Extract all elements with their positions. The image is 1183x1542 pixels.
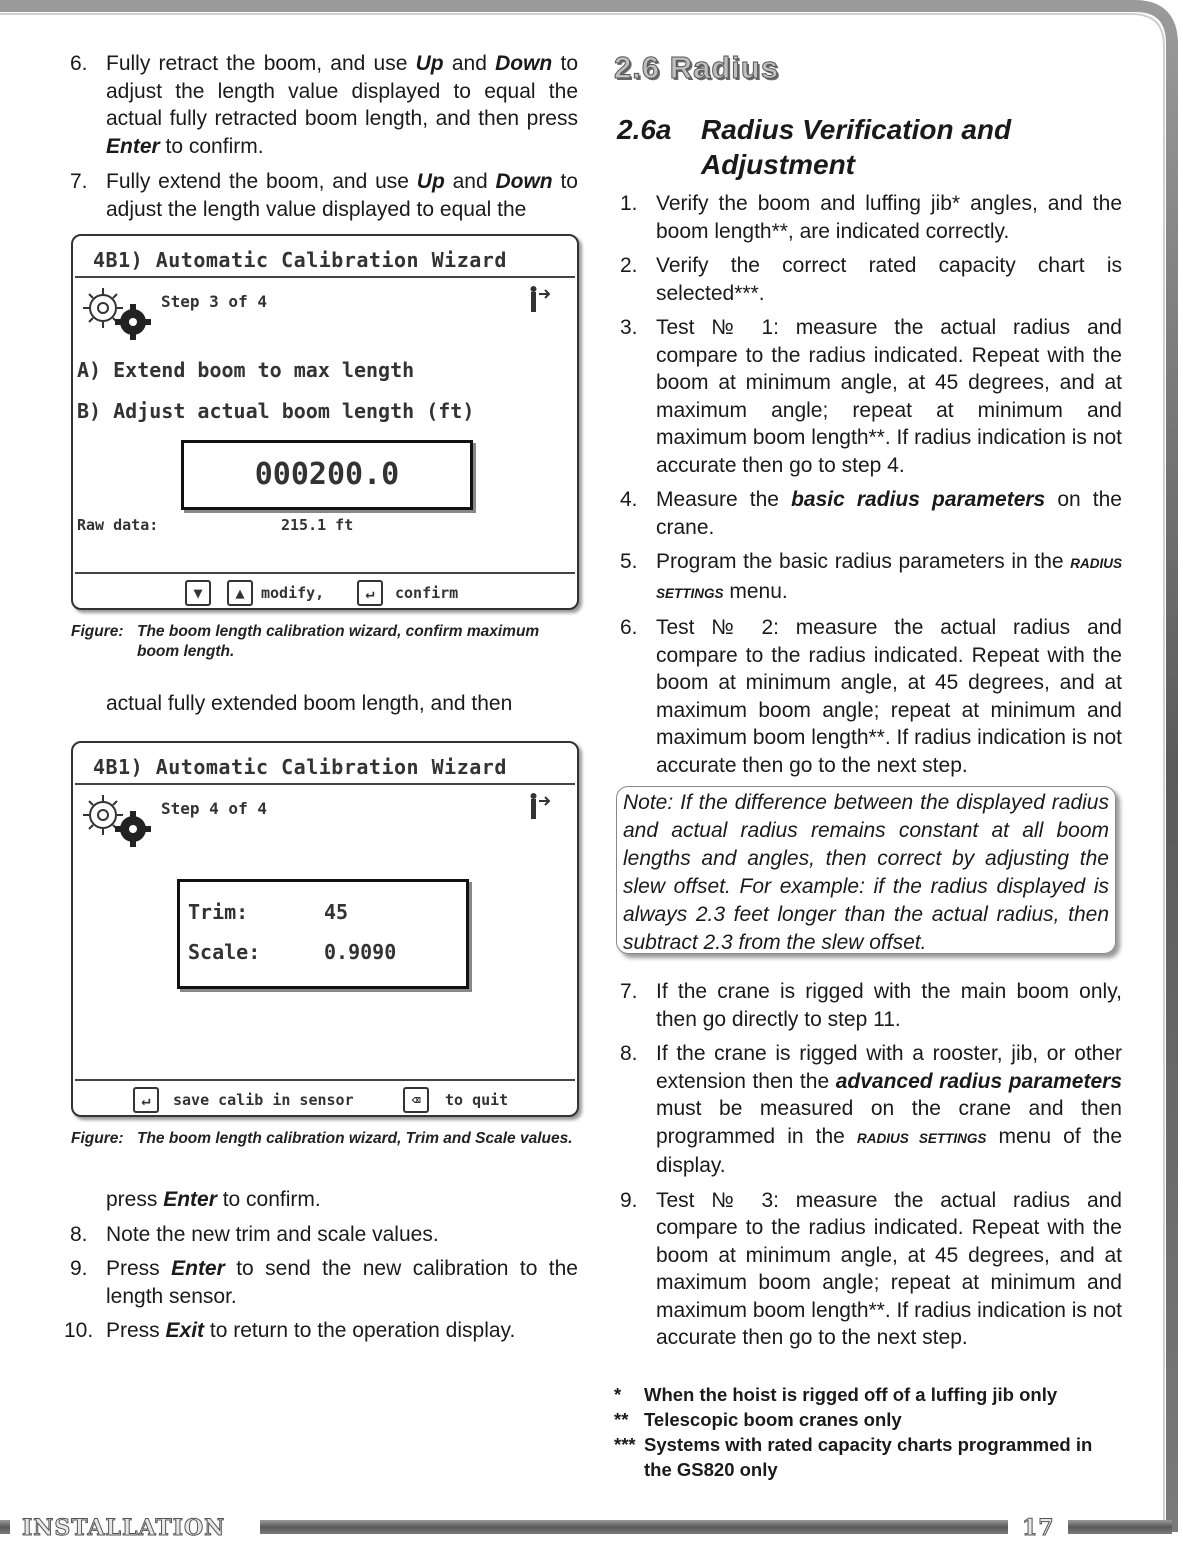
trim-label: Trim:	[188, 900, 249, 924]
delete-key-icon: ⌫	[403, 1087, 429, 1113]
step-indicator: Step 4 of 4	[161, 799, 267, 818]
section-heading: 2.6 Radius	[614, 50, 780, 85]
note-box: Note: If the difference between the displayed radius and actual radius remains constant at all boom lengths and angles, then correct by adjusting the slew offset. For example: if the radius displayed is always 2.3 feet longer than the actual radius, then subtract 2.3 from the slew offset.	[616, 786, 1116, 954]
footnote: ** Telescopic boom cranes only	[614, 1409, 902, 1430]
left-step-7-end: press Enter to confirm.	[106, 1188, 321, 1211]
left-step-10: 10. Press Exit to return to the operation display.	[64, 1319, 516, 1342]
down-arrow-icon: ▼	[185, 580, 211, 606]
antenna-icon	[525, 791, 555, 821]
length-value-box	[181, 440, 473, 510]
radius-steps-7-9	[614, 978, 1122, 1359]
gear-icon	[79, 284, 155, 342]
left-step-9: 9. Press Enter to send the new calibration to the length sensor.	[70, 1257, 578, 1308]
radius-step-4: 4. Measure the basic radius parameters on the crane.	[620, 488, 1122, 539]
radius-step-5: 5. Program the basic radius parameters in the RADIUS SETTINGS menu.	[620, 550, 1122, 603]
instruction-a: A) Extend boom to max length	[77, 358, 415, 382]
subsection-heading: 2.6a Radius Verification and Adjustment	[617, 114, 1012, 180]
divider	[75, 783, 575, 785]
left-lower-steps	[64, 1186, 578, 1345]
divider	[75, 276, 575, 278]
step-indicator: Step 3 of 4	[161, 292, 267, 311]
footer-page-number: 17	[1022, 1515, 1055, 1541]
raw-data-label: Raw data:	[77, 516, 159, 534]
left-column	[64, 50, 578, 223]
screen-title: 4B1) Automatic Calibration Wizard	[93, 248, 507, 272]
radius-step-7: 7. If the crane is rigged with the main boom only, then go directly to step 11.	[620, 980, 1122, 1031]
left-step-7-continued: actual fully extended boom length, and then	[106, 692, 513, 715]
enter-key-icon: ↵	[133, 1087, 159, 1113]
footer-section-label: INSTALLATION	[22, 1515, 226, 1541]
raw-data-value: 215.1 ft	[281, 516, 354, 534]
radius-steps-1-6	[614, 190, 1122, 786]
up-arrow-icon: ▲	[227, 580, 253, 606]
trim-value: 45	[324, 900, 349, 924]
radius-step-2: 2. Verify the correct rated capacity chart is selected***.	[620, 254, 1122, 305]
figure-caption-1: Figure: The boom length calibration wizard, confirm maximum boom length.	[71, 623, 540, 660]
radius-step-6: 6. Test № 2: measure the actual radius and compare to the radius indicated. Repeat with the boom at minimum angle, at 45 degrees, and at maximum boom angle; repeat at minimum and maximum boom length**. If radius indication is not accurate then go to the next step.	[620, 616, 1122, 777]
divider	[75, 572, 575, 574]
calibration-screen-step-3	[71, 234, 579, 610]
length-value: 000200.0	[254, 457, 400, 492]
antenna-icon	[525, 284, 555, 314]
radius-step-9: 9. Test № 3: measure the actual radius and compare to the radius indicated. Repeat with the boom at minimum angle, at 45 degrees, and at maximum boom angle; repeat at minimum and maximum boom length**. If radius indication is not accurate then go to the next step.	[620, 1188, 1122, 1349]
modify-label: modify,	[261, 584, 325, 602]
save-calib-label: save calib in sensor	[173, 1091, 354, 1109]
left-step-6: 6. Fully retract the boom, and use Up and Down to adjust the length value displayed to equal the actual fully retracted boom length, and then press Enter to confirm.	[70, 52, 578, 158]
enter-key-icon: ↵	[357, 580, 383, 606]
footnote: * When the hoist is rigged off of a luffing jib only	[614, 1384, 1058, 1405]
left-step-7: 7. Fully extend the boom, and use Up and Down to adjust the length value displayed to equal the	[70, 170, 578, 221]
scale-value: 0.9090	[324, 940, 397, 964]
screen-title: 4B1) Automatic Calibration Wizard	[93, 755, 507, 779]
trim-scale-box	[177, 879, 469, 989]
gear-icon	[79, 791, 155, 849]
left-step-8: 8. Note the new trim and scale values.	[70, 1222, 439, 1246]
confirm-label: confirm	[395, 584, 459, 602]
radius-step-1: 1. Verify the boom and luffing jib* angles, and the boom length**, are indicated correctly.	[620, 192, 1122, 243]
radius-step-3: 3. Test № 1: measure the actual radius and compare to the radius indicated. Repeat with the boom at minimum angle, at 45 degrees, and at maximum angle; repeat at minimum and maximum boom length**. If radius indication is not accurate then go to step 4.	[620, 316, 1122, 477]
instruction-b: B) Adjust actual boom length (ft)	[77, 399, 475, 423]
quit-label: to quit	[445, 1091, 509, 1109]
divider	[75, 1079, 575, 1081]
footnote: *** Systems with rated capacity charts programmed in the GS820 only	[614, 1434, 1093, 1480]
calibration-screen-step-4	[71, 741, 579, 1117]
scale-label: Scale:	[188, 940, 261, 964]
radius-step-8: 8. If the crane is rigged with a rooster, jib, or other extension then the advanced radius parameters must be measured on the crane and then programmed in the RADIUS SETTINGS menu of the display.	[620, 1042, 1123, 1177]
figure-caption-2: Figure: The boom length calibration wizard, Trim and Scale values.	[71, 1130, 573, 1147]
footnotes	[614, 1382, 1124, 1482]
